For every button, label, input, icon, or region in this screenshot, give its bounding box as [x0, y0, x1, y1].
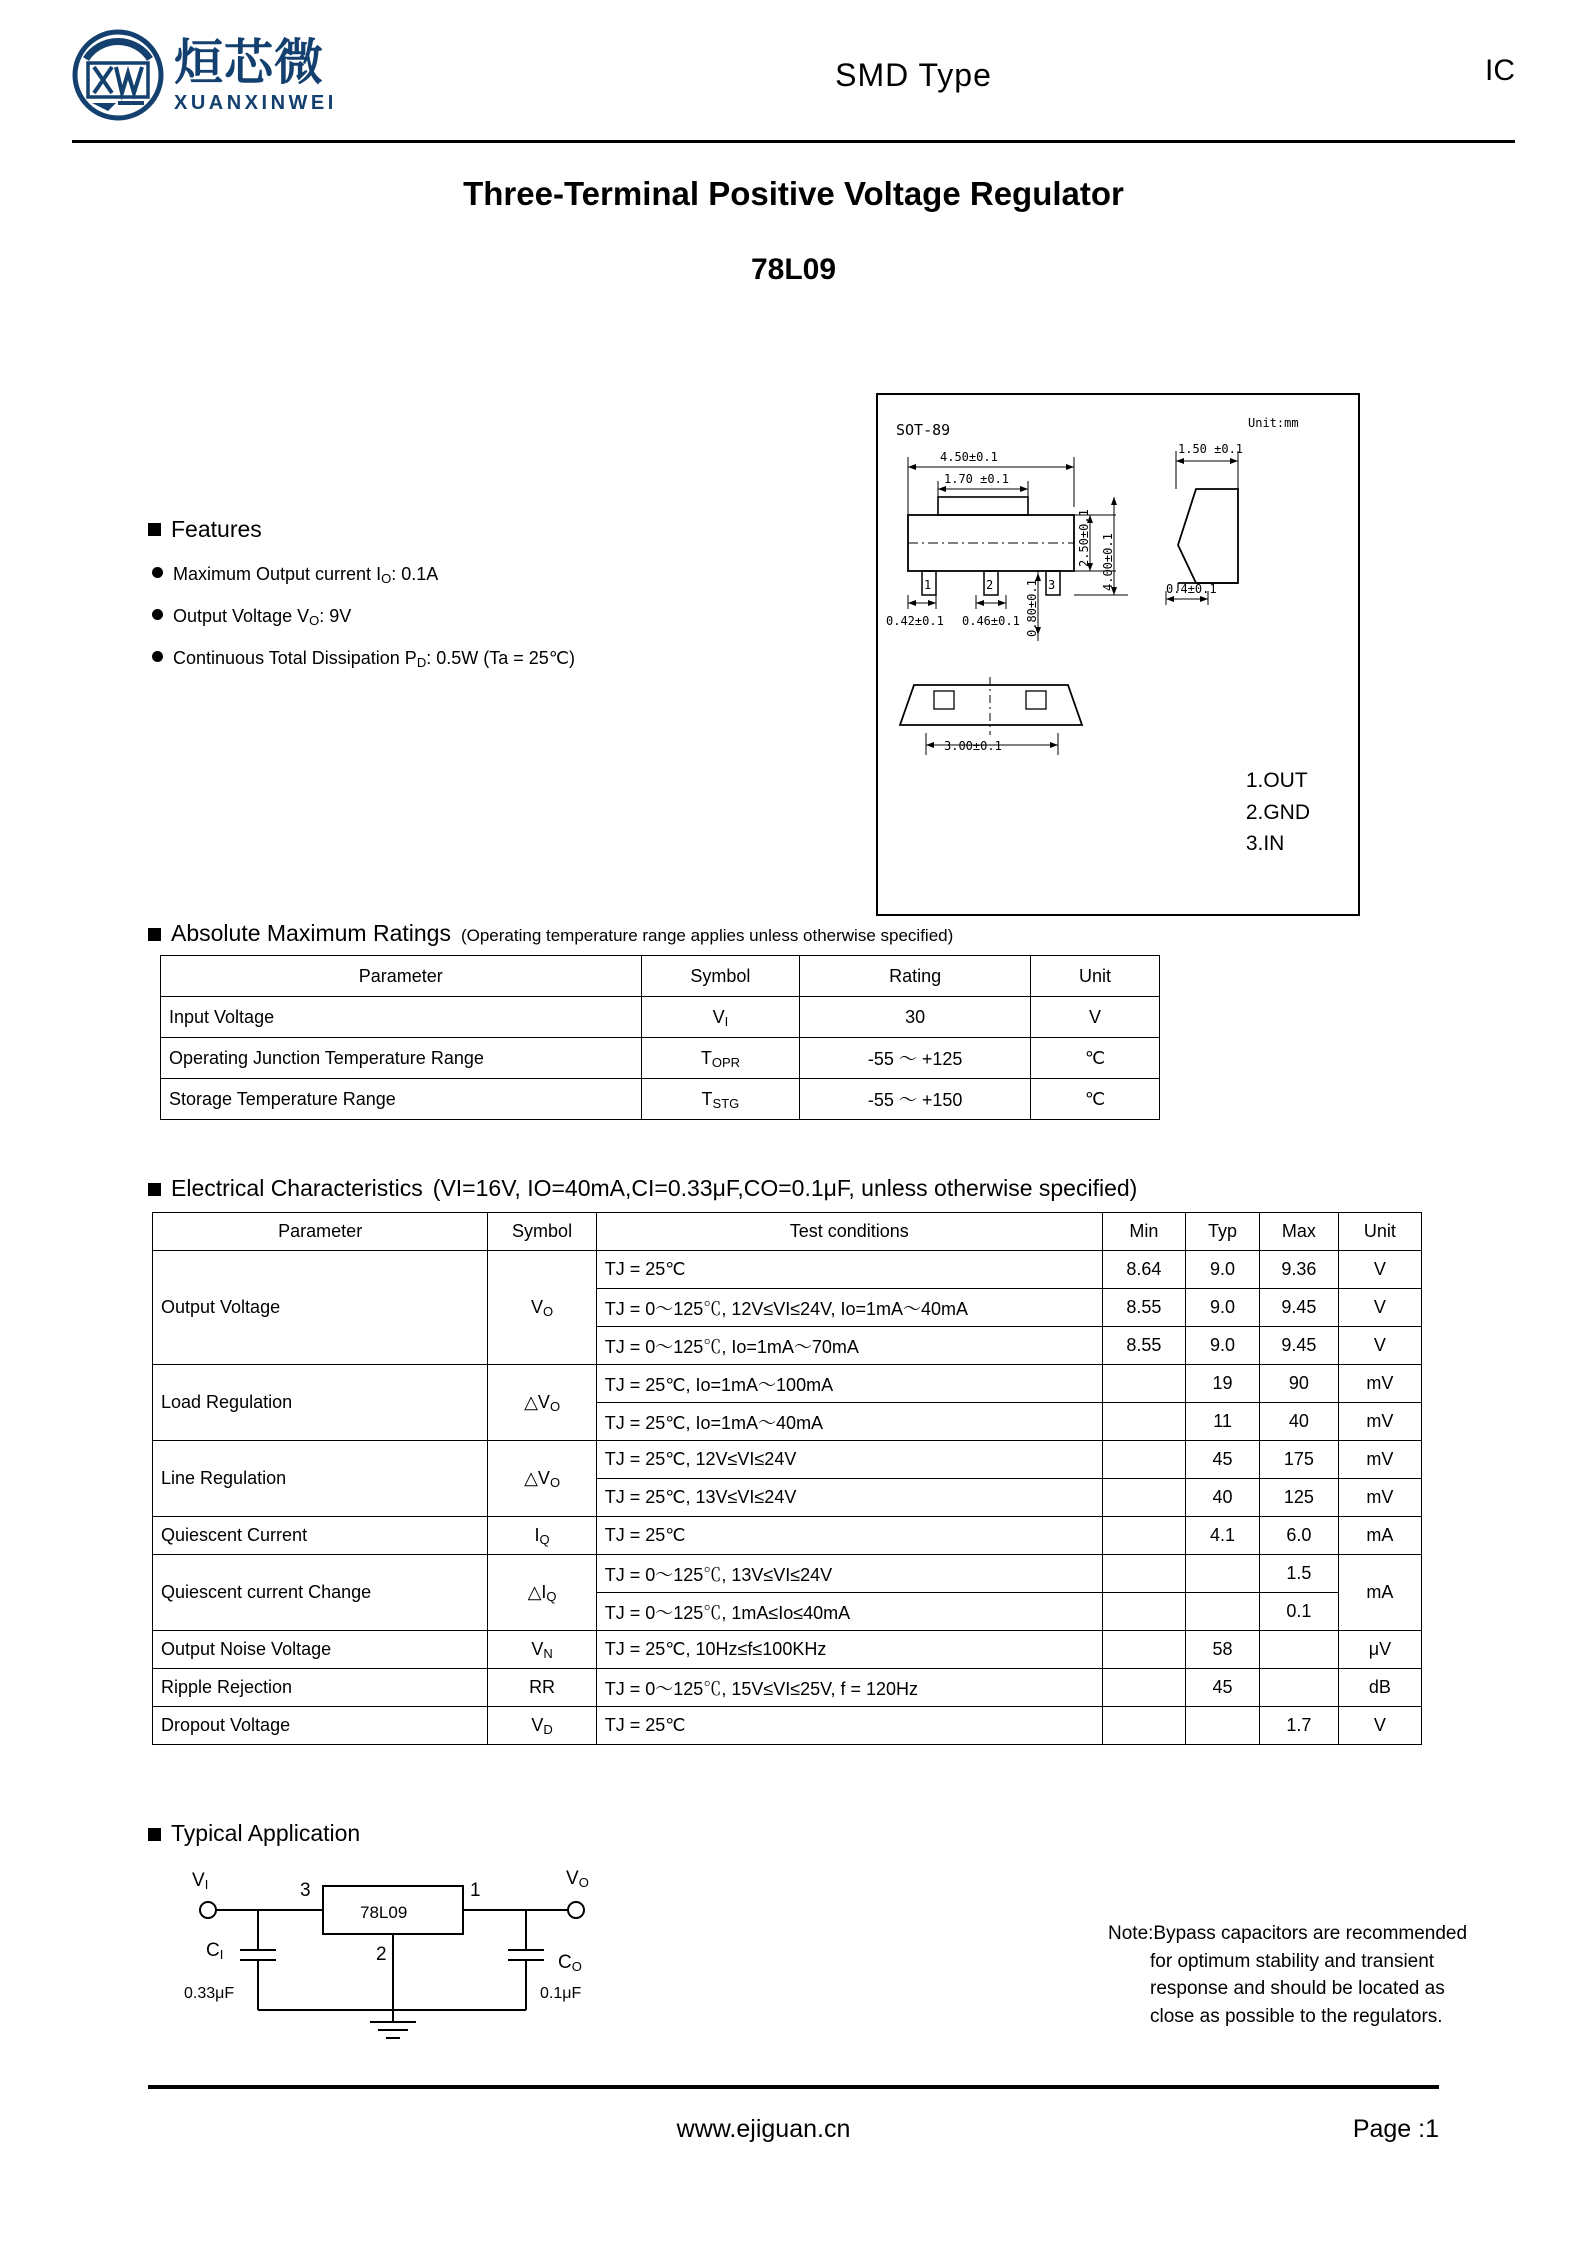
table-row — [153, 1441, 1422, 1479]
col-max: Max — [1259, 1213, 1338, 1251]
square-bullet-icon — [148, 1183, 161, 1196]
table-row — [153, 1365, 1422, 1403]
cell-typ: 4.1 — [1186, 1517, 1260, 1555]
cell-test-condition: TJ = 25℃ — [596, 1517, 1102, 1555]
cell-test-condition: TJ = 25℃ — [596, 1707, 1102, 1745]
dim-footprint: 3.00±0.1 — [944, 739, 1002, 753]
dot-bullet-icon — [152, 609, 163, 620]
cell-rating: 30 — [800, 997, 1031, 1038]
cell-unit: V — [1031, 997, 1160, 1038]
header-center-title: SMD Type — [835, 56, 992, 93]
cell-unit: μV — [1338, 1631, 1421, 1669]
company-name-cn: 烜芯微 — [174, 33, 325, 91]
cell-unit: V — [1338, 1289, 1421, 1327]
dim-body-height: 2.50±0.1 — [1077, 509, 1091, 567]
cell-typ — [1186, 1593, 1260, 1631]
features-section — [148, 516, 708, 669]
cell-symbol: TSTG — [641, 1079, 800, 1120]
part-number: 78L09 — [750, 253, 837, 286]
page-header — [72, 0, 1515, 150]
cell-unit: mV — [1338, 1441, 1421, 1479]
package-drawing — [876, 393, 1360, 916]
cell-min — [1102, 1707, 1185, 1745]
feature-item — [148, 606, 708, 627]
table-header-row — [153, 1213, 1422, 1251]
pin-number-1: 1 — [924, 578, 932, 592]
col-parameter: Parameter — [153, 1213, 488, 1251]
cell-typ: 40 — [1186, 1479, 1260, 1517]
feature-text: Maximum Output current IO: 0.1A — [173, 564, 439, 586]
company-name-en: XUANXINWEI — [174, 91, 337, 114]
cell-typ: 58 — [1186, 1631, 1260, 1669]
cell-max: 9.36 — [1259, 1251, 1338, 1289]
table-header-row — [161, 956, 1160, 997]
cell-typ: 11 — [1186, 1403, 1260, 1441]
table-row — [153, 1631, 1422, 1669]
features-heading-label: Features — [171, 516, 262, 542]
application-note-line1: Note:Bypass capacitors are recommended — [1108, 1923, 1468, 1944]
application-note — [1108, 1920, 1578, 2030]
pin-legend-3: 3.IN — [1245, 832, 1285, 855]
company-logo — [72, 29, 472, 121]
cell-parameter: Input Voltage — [161, 997, 642, 1038]
cell-max: 90 — [1259, 1365, 1338, 1403]
cell-max — [1259, 1669, 1338, 1707]
cell-typ: 19 — [1186, 1365, 1260, 1403]
cell-max: 125 — [1259, 1479, 1338, 1517]
cell-min — [1102, 1403, 1185, 1441]
cell-max: 0.1 — [1259, 1593, 1338, 1631]
col-typ: Typ — [1186, 1213, 1260, 1251]
page-title: Three-Terminal Positive Voltage Regulator — [463, 175, 1124, 212]
table-row — [153, 1517, 1422, 1555]
cell-symbol: △IQ — [488, 1555, 596, 1631]
cell-min: 8.55 — [1102, 1327, 1185, 1365]
cell-test-condition: TJ = 25℃, 12V≤VI≤24V — [596, 1441, 1102, 1479]
electrical-heading — [148, 1175, 1137, 1202]
feature-text: Continuous Total Dissipation PD: 0.5W (Ta = 25℃) — [173, 648, 575, 670]
electrical-heading-label: Electrical Characteristics — [171, 1175, 423, 1201]
cell-typ: 9.0 — [1186, 1289, 1260, 1327]
application-note-line2: for optimum stability and transient — [1150, 1950, 1435, 1972]
cell-test-condition: TJ = 0～125℃, 12V≤VI≤24V, Io=1mA～40mA — [596, 1289, 1102, 1327]
cell-symbol: △VO — [488, 1441, 596, 1517]
cell-max: 175 — [1259, 1441, 1338, 1479]
typical-application-heading-label: Typical Application — [171, 1820, 361, 1846]
cell-min — [1102, 1631, 1185, 1669]
cell-parameter: Quiescent current Change — [153, 1555, 488, 1631]
cell-unit: mA — [1338, 1555, 1421, 1631]
absolute-max-heading — [148, 920, 953, 947]
cell-test-condition: TJ = 25℃, 13V≤VI≤24V — [596, 1479, 1102, 1517]
label-vin: VI — [192, 1870, 209, 1892]
cell-parameter: Line Regulation — [153, 1441, 488, 1517]
pin-legend-2: 2.GND — [1245, 800, 1310, 824]
dim-tab-width: 1.70 ±0.1 — [944, 472, 1010, 486]
cell-typ — [1186, 1555, 1260, 1593]
label-pin-gnd: 2 — [376, 1944, 387, 1965]
cell-unit: V — [1338, 1707, 1421, 1745]
features-heading — [148, 516, 708, 543]
table-row — [153, 1669, 1422, 1707]
dim-body-height2: 4.00±0.1 — [1101, 533, 1115, 591]
cell-min — [1102, 1365, 1185, 1403]
table-row — [153, 1707, 1422, 1745]
cell-symbol: IQ — [488, 1517, 596, 1555]
cell-test-condition: TJ = 0～125℃, 13V≤VI≤24V — [596, 1555, 1102, 1593]
dim-pin1-width: 0.42±0.1 — [886, 614, 944, 628]
pin-legend — [1246, 765, 1310, 860]
cell-typ: 9.0 — [1186, 1251, 1260, 1289]
typical-application-heading — [148, 1820, 360, 1847]
cell-min — [1102, 1479, 1185, 1517]
cell-max: 40 — [1259, 1403, 1338, 1441]
cell-min — [1102, 1555, 1185, 1593]
col-unit: Unit — [1338, 1213, 1421, 1251]
label-cap-out: CO — [558, 1952, 582, 1974]
cell-min: 8.55 — [1102, 1289, 1185, 1327]
cell-max: 1.5 — [1259, 1555, 1338, 1593]
col-rating: Rating — [800, 956, 1031, 997]
label-device: 78L09 — [360, 1903, 408, 1922]
pin-number-3: 3 — [1048, 578, 1056, 592]
cell-min — [1102, 1517, 1185, 1555]
dot-bullet-icon — [152, 567, 163, 578]
cell-symbol: RR — [488, 1669, 596, 1707]
cell-max: 1.7 — [1259, 1707, 1338, 1745]
dim-side-foot: 0.4±0.1 — [1166, 582, 1217, 596]
xxw-logo-icon — [72, 29, 164, 121]
application-circuit-svg — [148, 1850, 1048, 2070]
label-cap-in: CI — [206, 1940, 224, 1962]
header-right-label: IC — [1485, 54, 1515, 87]
dim-side-width: 1.50 ±0.1 — [1178, 442, 1244, 456]
cell-test-condition: TJ = 25℃, 10Hz≤f≤100KHz — [596, 1631, 1102, 1669]
cell-unit: mV — [1338, 1403, 1421, 1441]
label-pin-out: 1 — [470, 1880, 481, 1901]
footer-page-number: Page :1 — [1352, 2115, 1439, 2143]
pin-legend-1: 1.OUT — [1245, 769, 1308, 792]
cell-test-condition: TJ = 0～125℃, Io=1mA～70mA — [596, 1327, 1102, 1365]
cell-min: 8.64 — [1102, 1251, 1185, 1289]
cell-unit: mV — [1338, 1365, 1421, 1403]
cell-parameter: Dropout Voltage — [153, 1707, 488, 1745]
cell-min — [1102, 1441, 1185, 1479]
cell-min — [1102, 1669, 1185, 1707]
cell-test-condition: TJ = 25℃, Io=1mA～100mA — [596, 1365, 1102, 1403]
unit-label: Unit:mm — [1248, 416, 1299, 430]
dim-pin-pitch: 0.46±0.1 — [962, 614, 1020, 628]
cell-test-condition: TJ = 0～125℃, 1mA≤Io≤40mA — [596, 1593, 1102, 1631]
col-parameter: Parameter — [161, 956, 642, 997]
col-unit: Unit — [1031, 956, 1160, 997]
cell-max: 9.45 — [1259, 1289, 1338, 1327]
footer-divider — [148, 2085, 1439, 2089]
cell-typ: 45 — [1186, 1441, 1260, 1479]
typical-application-section — [148, 1850, 1468, 2080]
electrical-heading-note: (VI=16V, IO=40mA,CI=0.33μF,CO=0.1μF, unless otherwise specified) — [432, 1175, 1138, 1201]
absolute-max-heading-label: Absolute Maximum Ratings — [171, 920, 451, 946]
square-bullet-icon — [148, 1828, 161, 1841]
electrical-table — [152, 1212, 1422, 1745]
cell-unit: ℃ — [1031, 1038, 1160, 1079]
col-test-conditions: Test conditions — [596, 1213, 1102, 1251]
cell-symbol: △VO — [488, 1365, 596, 1441]
square-bullet-icon — [148, 928, 161, 941]
label-cap-in-value: 0.33μF — [184, 1985, 235, 2002]
cell-typ — [1186, 1707, 1260, 1745]
col-symbol: Symbol — [641, 956, 800, 997]
cell-unit: dB — [1338, 1669, 1421, 1707]
cell-max — [1259, 1631, 1338, 1669]
label-pin-in: 3 — [300, 1880, 311, 1901]
footer-url[interactable]: www.ejiguan.cn — [676, 2115, 851, 2143]
cell-symbol: VD — [488, 1707, 596, 1745]
cell-unit: V — [1338, 1327, 1421, 1365]
application-note-line4: close as possible to the regulators. — [1150, 2005, 1443, 2027]
col-symbol: Symbol — [488, 1213, 596, 1251]
table-row — [161, 1079, 1160, 1120]
cell-parameter: Quiescent Current — [153, 1517, 488, 1555]
pin-number-2: 2 — [986, 578, 994, 592]
cell-max: 6.0 — [1259, 1517, 1338, 1555]
company-name — [174, 33, 337, 114]
cell-typ: 45 — [1186, 1669, 1260, 1707]
absolute-max-heading-note: (Operating temperature range applies unless otherwise specified) — [460, 926, 954, 945]
cell-max: 9.45 — [1259, 1327, 1338, 1365]
cell-parameter: Storage Temperature Range — [161, 1079, 642, 1120]
cell-min — [1102, 1593, 1185, 1631]
cell-parameter: Output Voltage — [153, 1251, 488, 1365]
feature-item — [148, 648, 708, 669]
cell-unit: mA — [1338, 1517, 1421, 1555]
cell-parameter: Load Regulation — [153, 1365, 488, 1441]
cell-rating: -55 ～ +150 — [800, 1079, 1031, 1120]
application-note-line3: response and should be located as — [1150, 1978, 1445, 2000]
cell-symbol: VN — [488, 1631, 596, 1669]
label-vout: VO — [566, 1868, 589, 1890]
cell-symbol: TOPR — [641, 1038, 800, 1079]
dim-pin-thickness: 0.80±0.1 — [1025, 579, 1039, 637]
table-row — [161, 997, 1160, 1038]
cell-test-condition: TJ = 25℃, Io=1mA～40mA — [596, 1403, 1102, 1441]
cell-parameter: Output Noise Voltage — [153, 1631, 488, 1669]
feature-text: Output Voltage VO: 9V — [173, 606, 352, 628]
feature-item — [148, 564, 708, 585]
cell-unit: V — [1338, 1251, 1421, 1289]
table-row — [153, 1251, 1422, 1289]
package-type-label: SOT-89 — [896, 421, 951, 439]
square-bullet-icon — [148, 523, 161, 536]
col-min: Min — [1102, 1213, 1185, 1251]
cell-symbol: VO — [488, 1251, 596, 1365]
absolute-max-table — [160, 955, 1160, 1120]
cell-test-condition: TJ = 25℃ — [596, 1251, 1102, 1289]
page-footer — [148, 2115, 1439, 2144]
cell-test-condition: TJ = 0～125℃, 15V≤VI≤25V, f = 120Hz — [596, 1669, 1102, 1707]
table-row — [161, 1038, 1160, 1079]
table-row — [153, 1555, 1422, 1593]
cell-typ: 9.0 — [1186, 1327, 1260, 1365]
cell-symbol: VI — [641, 997, 800, 1038]
dim-top-width: 4.50±0.1 — [940, 450, 998, 464]
cell-parameter: Operating Junction Temperature Range — [161, 1038, 642, 1079]
cell-unit: ℃ — [1031, 1079, 1160, 1120]
dot-bullet-icon — [152, 651, 163, 662]
label-cap-out-value: 0.1μF — [540, 1985, 582, 2002]
cell-unit: mV — [1338, 1479, 1421, 1517]
cell-parameter: Ripple Rejection — [153, 1669, 488, 1707]
cell-rating: -55 ～ +125 — [800, 1038, 1031, 1079]
